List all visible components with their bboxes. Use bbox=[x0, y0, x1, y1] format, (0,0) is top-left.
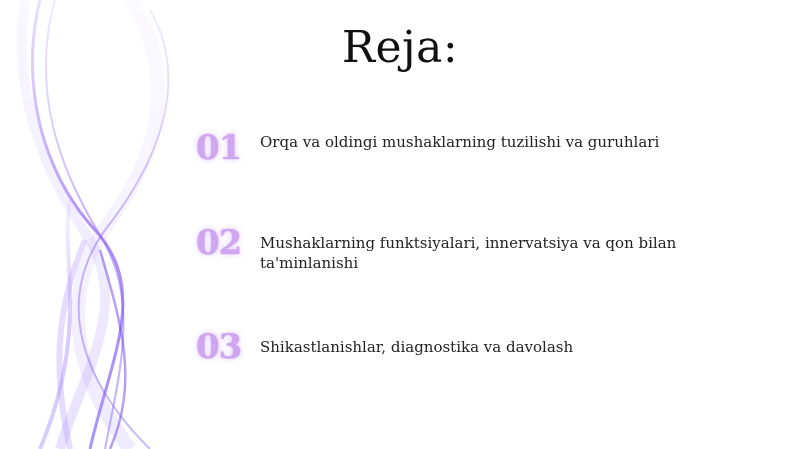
item-number: 03 bbox=[196, 327, 242, 367]
item-text: Mushaklarning funktsiyalari, innervatsiya va qon bilan ta'minlanishi bbox=[260, 234, 677, 272]
item-text: Orqa va oldingi mushaklarning tuzilishi va guruhlari bbox=[260, 133, 660, 151]
agenda-item-1 bbox=[196, 128, 756, 188]
slide-title: Reja: bbox=[341, 22, 459, 73]
agenda-item-3 bbox=[196, 327, 756, 387]
item-number: 02 bbox=[196, 223, 242, 263]
agenda-item-2 bbox=[196, 223, 756, 283]
item-text: Shikastlanishlar, diagnostika va davolash bbox=[260, 338, 574, 356]
item-number: 01 bbox=[196, 128, 242, 168]
